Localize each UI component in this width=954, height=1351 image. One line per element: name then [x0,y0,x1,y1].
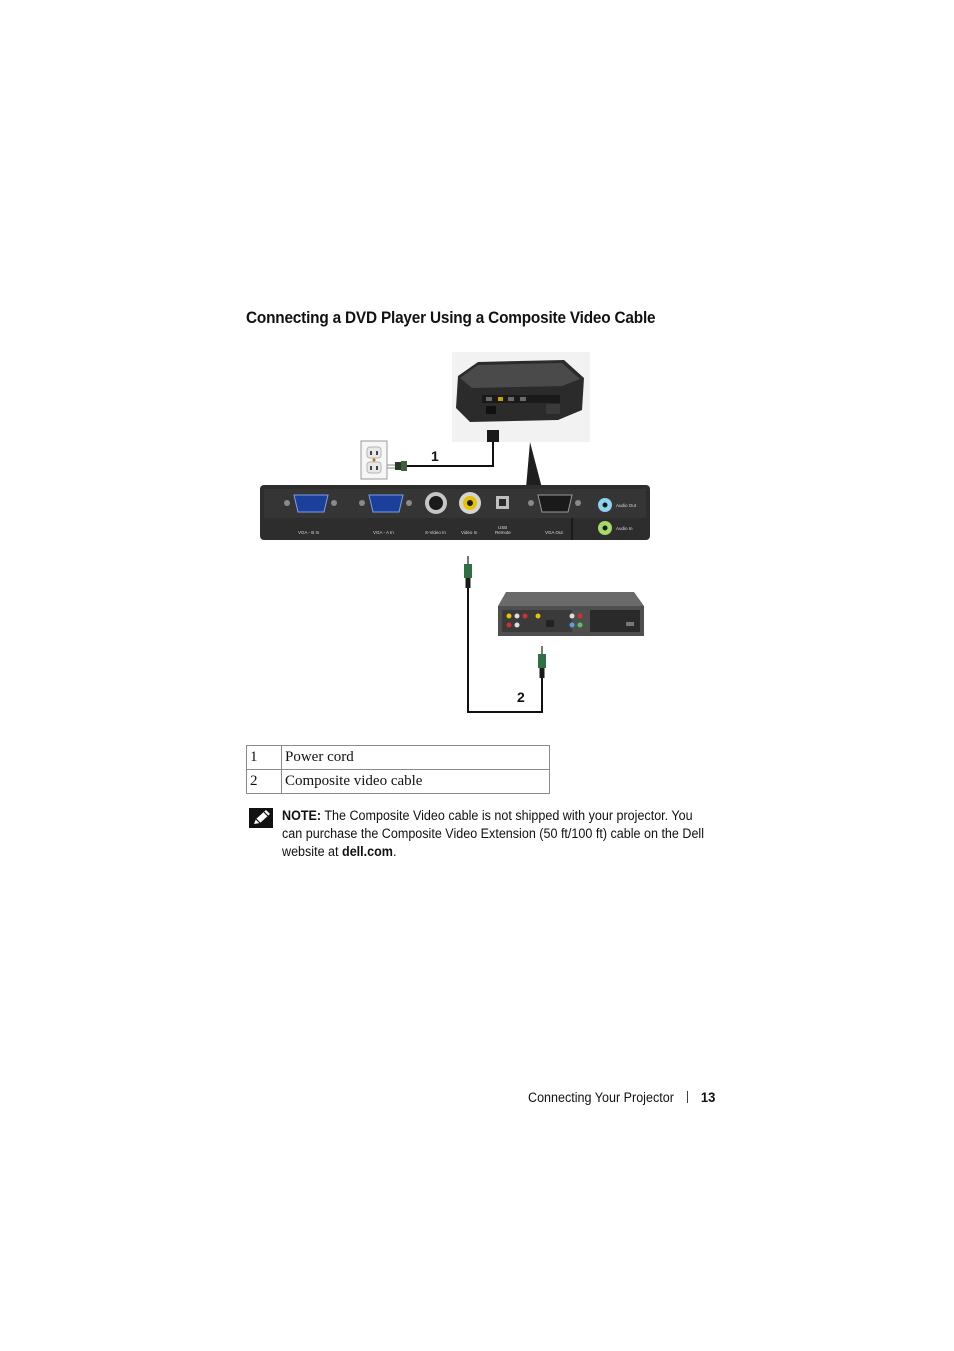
pencil-note-icon [249,808,273,828]
footer-divider [687,1091,688,1103]
legend-number: 1 [247,746,282,770]
port-label-audio-in: Audio In [616,526,633,531]
zoom-pointer [526,442,542,488]
port-label-audio-out: Audio Out [616,503,637,508]
table-row [247,770,550,794]
legend-label: Composite video cable [282,770,550,794]
port-label-vga-b: VGA - B In [298,530,320,535]
connection-diagram [246,348,666,723]
table-row [247,746,550,770]
callout-2: 2 [517,689,525,705]
callout-1: 1 [431,448,439,464]
legend-number: 2 [247,770,282,794]
note-text [282,807,710,861]
page-footer [528,1089,715,1105]
projector-image [452,352,590,442]
port-label-vga-a: VGA - A In [373,530,394,535]
dvd-player-image [498,592,644,636]
note-end: . [392,844,397,859]
port-label-s-video: S-Video In [425,530,446,535]
page-number: 13 [700,1089,716,1105]
wall-outlet [361,441,387,479]
legend-table [246,745,550,794]
chapter-title: Connecting Your Projector [528,1090,674,1105]
port-label-video-in: Video In [461,530,478,535]
port-label-usb: USB [498,525,508,530]
page-title: Connecting a DVD Player Using a Composite Video Cable [246,309,656,327]
legend-label: Power cord [282,746,550,770]
port-label-remote: Remote [495,530,511,535]
note-body: The Composite Video cable is not shipped with your projector. You can purchase the Composite Video Extension (50 ft/100 ft) cable on the Dell website at [282,808,705,859]
port-label-vga-out: VGA Out [545,530,563,535]
dell-website-link[interactable]: dell.com [342,844,393,859]
projector-rear-panel [260,485,650,540]
note-label: NOTE: [282,808,322,823]
